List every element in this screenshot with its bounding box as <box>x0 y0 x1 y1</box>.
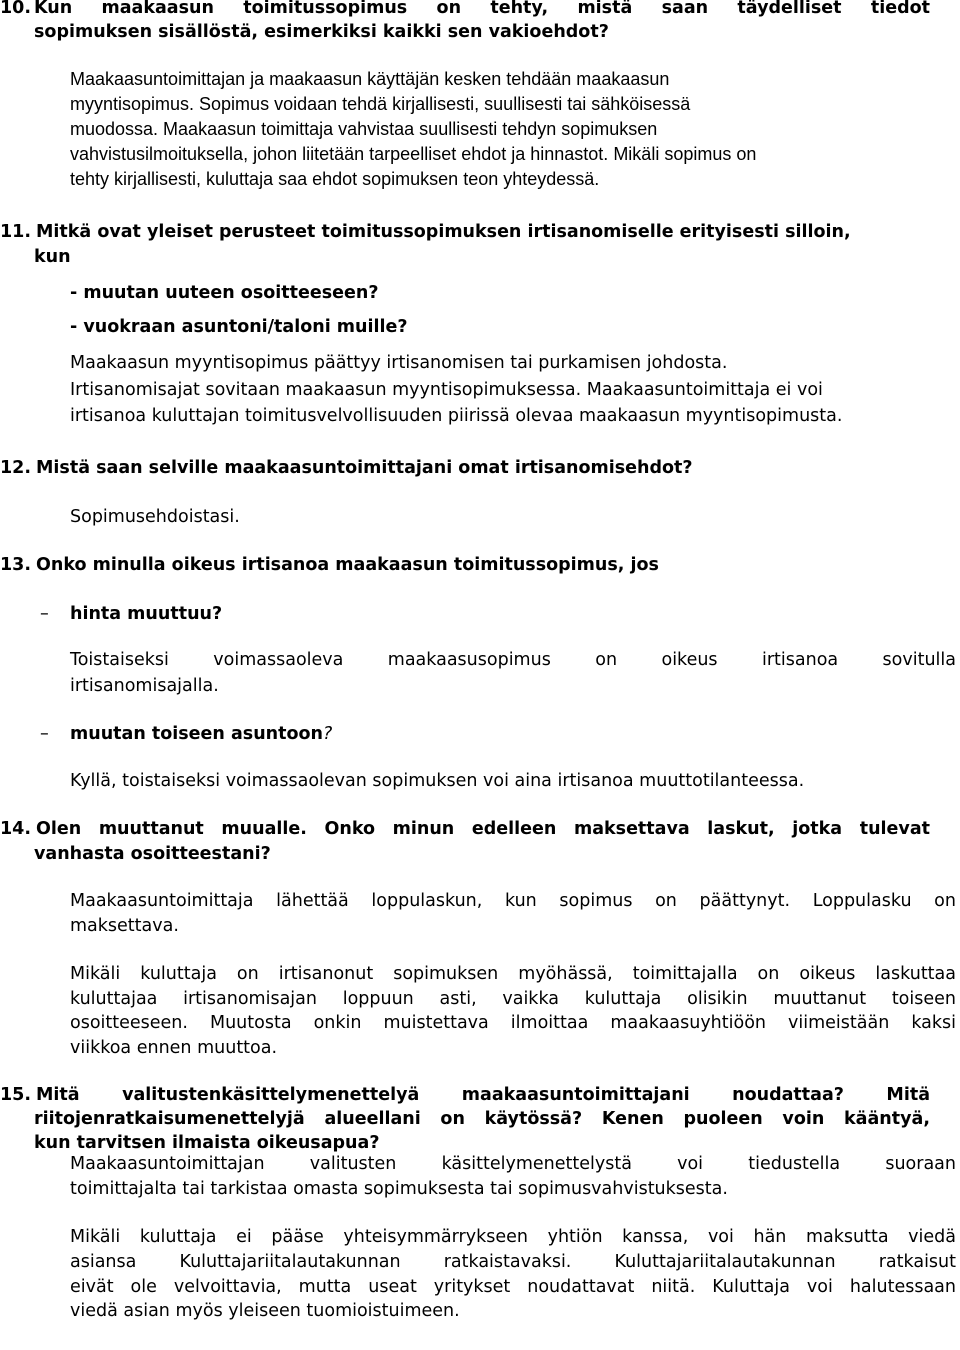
q15-answer2-line2: asiansa Kuluttajariitalautakunnan ratkaistavaksi. Kuluttajariitalautakunnan ratkaisut <box>70 1252 956 1272</box>
q10-title-line2: sopimuksen sisällöstä, esimerkiksi kaikki sen vakioehdot? <box>34 22 609 42</box>
q12-answer: Sopimusehdoistasi. <box>70 507 240 527</box>
q11-number: 11. <box>0 222 32 242</box>
q14-answer2-line2: kuluttajaa irtisanomisajan loppuun asti, vaikka kuluttaja olisikin muuttanut toiseen <box>70 989 956 1009</box>
q13-answer2: Kyllä, toistaiseksi voimassaolevan sopimuksen voi aina irtisanoa muuttotilanteessa. <box>70 771 805 791</box>
q13-answer1-line2: irtisanomisajalla. <box>70 676 219 696</box>
q14-answer1-line2: maksettava. <box>70 916 179 936</box>
q11-title-line2: kun <box>34 247 71 267</box>
q11-subquestion1: - muutan uuteen osoitteeseen? <box>70 283 379 303</box>
q13-number: 13. <box>0 555 32 575</box>
q10-answer-line3: muodossa. Maakaasun toimittaja vahvistaa suullisesti tehdyn sopimuksen <box>70 119 658 139</box>
q10-title: 10. Kun maakaasun toimitussopimus on tehty, mistä saan täydelliset tiedot <box>0 0 930 18</box>
q15-answer1-line2: toimittajalta tai tarkistaa omasta sopimuksesta tai sopimusvahvistuksesta. <box>70 1179 728 1199</box>
q13-subquestion1: hinta muuttuu? <box>70 604 223 624</box>
q15-number: 15. <box>0 1085 32 1105</box>
q11-answer-line3: irtisanoa kuluttajan toimitusvelvollisuuden piirissä olevaa maakaasun myyntisopimusta. <box>70 406 843 426</box>
q14-number: 14. <box>0 819 32 839</box>
q10-answer-line5: tehty kirjallisesti, kuluttaja saa ehdot sopimuksen teon yhteydessä. <box>70 169 600 189</box>
q12-title: 12. Mistä saan selville maakaasuntoimittajani omat irtisanomisehdot? <box>0 458 693 478</box>
q11-subquestion2: - vuokraan asuntoni/taloni muille? <box>70 317 408 337</box>
q14-title: 14. Olen muuttanut muualle. Onko minun edelleen maksettava laskut, jotka tulevat <box>0 819 930 839</box>
q15-answer2-line3: eivät ole velvoittavia, mutta useat yritykset noudattavat niitä. Kuluttaja voi halutessaan <box>70 1277 956 1297</box>
q15-answer2-line4: viedä asian myös yleiseen tuomioistuimeen. <box>70 1301 460 1321</box>
q11-answer-line2: Irtisanomisajat sovitaan maakaasun myyntisopimuksessa. Maakaasuntoimittaja ei voi <box>70 380 823 400</box>
q12-number: 12. <box>0 458 32 478</box>
q14-answer2-line3: osoitteeseen. Muutosta onkin muistettava ilmoittaa maakaasuyhtiöön viimeistään kaksi <box>70 1013 956 1033</box>
q10-number: 10. <box>0 0 32 18</box>
q13-dash-bullet-1: – <box>40 604 49 624</box>
q14-answer2-line1: Mikäli kuluttaja on irtisanonut sopimuksen myöhässä, toimittajalla on oikeus laskuttaa <box>70 964 956 984</box>
q15-answer2-line1: Mikäli kuluttaja ei pääse yhteisymmärrykseen yhtiön kanssa, voi hän maksutta viedä <box>70 1227 956 1247</box>
q13-dash-bullet-2: – <box>40 724 49 744</box>
q10-answer-line2: myyntisopimus. Sopimus voidaan tehdä kirjallisesti, suullisesti tai sähköisessä <box>70 94 691 114</box>
q13-title: 13. Onko minulla oikeus irtisanoa maakaasun toimitussopimus, jos <box>0 555 659 575</box>
q10-answer-line4: vahvistusilmoituksella, johon liitetään tarpeelliset ehdot ja hinnastot. Mikäli sopimus on <box>70 144 757 164</box>
q13-subquestion2: muutan toiseen asuntoon? <box>70 724 333 744</box>
q14-answer1-line1: Maakaasuntoimittaja lähettää loppulaskun, kun sopimus on päättynyt. Loppulasku on <box>70 891 956 911</box>
q15-answer1-line1: Maakaasuntoimittajan valitusten käsittelymenettelystä voi tiedustella suoraan <box>70 1154 956 1174</box>
q15-title-line3: kun tarvitsen ilmaista oikeusapua? <box>34 1133 380 1153</box>
q14-answer2-line4: viikkoa ennen muuttoa. <box>70 1038 278 1058</box>
q11-title: 11. Mitkä ovat yleiset perusteet toimitussopimuksen irtisanomiselle erityisesti silloin, <box>0 222 851 242</box>
q15-title: 15. Mitä valitustenkäsittelymenettelyä maakaasuntoimittajani noudattaa? Mitä <box>0 1085 930 1105</box>
q13-answer1-line1: Toistaiseksi voimassaoleva maakaasusopimus on oikeus irtisanoa sovitulla <box>70 650 956 670</box>
q10-answer-line1: Maakaasuntoimittajan ja maakaasun käyttäjän kesken tehdään maakaasun <box>70 69 670 89</box>
q11-answer-line1: Maakaasun myyntisopimus päättyy irtisanomisen tai purkamisen johdosta. <box>70 353 728 373</box>
q15-title-line2: riitojenratkaisumenettelyjä alueellani on käytössä? Kenen puoleen voin kääntyä, <box>34 1109 930 1129</box>
q14-title-line2: vanhasta osoitteestani? <box>34 844 271 864</box>
